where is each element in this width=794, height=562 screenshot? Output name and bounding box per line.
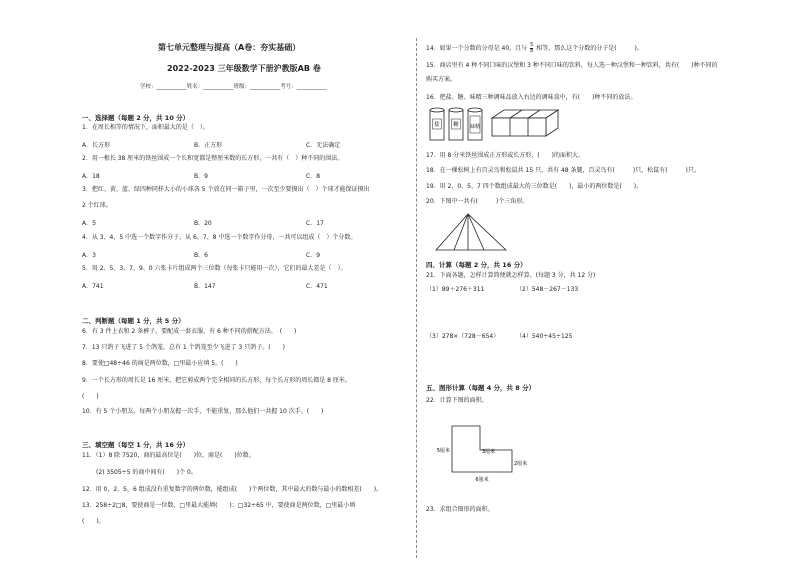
question-9-line-1: 9．一个长方形的周长是 16 厘米，把它剪成两个完全相同的长方形，每个长方形的周长都是 8 厘米。 (82, 377, 351, 384)
question-7: 7．13 只鸽子飞进了 5 个鸽笼，总有 1 个鸽笼至少飞进了 3 只鸽子。( ) (82, 344, 285, 351)
salt-jar (430, 108, 444, 140)
question-12: 12．用 0，2，5，6 组成没有重复数字的两位数，能组成( )个两位数，其中最大的数与最小的数相差( )。 (82, 486, 383, 493)
question-17: 17．用 8 分米铁丝围成正方形或长方形，( )的面积大。 (426, 152, 584, 159)
dim-left: 5厘米 (436, 448, 450, 454)
question-22: 22．计算下图的面积。 (426, 397, 488, 404)
page-subtitle: 2022-2023 三年级数学下册沪教版AB 卷 (167, 64, 321, 73)
seasoning-box (492, 110, 558, 136)
student-info-line: 学校：___________姓名：___________班级：___________考号：___________ (140, 84, 328, 90)
q3-option-a: A．5 (82, 220, 96, 227)
q5-option-a: A．741 (82, 283, 104, 290)
expression-1: （1）89＋276＋311 (426, 286, 485, 293)
question-15-line-2: 购买方案。 (426, 76, 457, 83)
triangle-figure (432, 212, 512, 254)
q2-option-a: A．18 (82, 173, 100, 180)
section-choice-heading: 一、选择题（每题 2 分，共 10 分） (82, 114, 190, 122)
question-14: 14．如果一个分数的分母是 40，且与 $\frac{5}{8}$ 相等，那么这个分数的分子是( )。 (426, 42, 643, 54)
section-figure-heading: 五、图形计算（每题 4 分，共 8 分） (426, 384, 536, 392)
question-15-line-1: 15．商店里有 4 种不同口味的汉堡和 3 种不同口味的饮料，每人选一种汉堡和一种饮料，共有( )种不同的 (426, 62, 718, 69)
expression-3: （3）278×（728－654） (426, 333, 500, 340)
right-column (426, 0, 758, 562)
question-9-line-2: ( ) (82, 393, 99, 400)
question-21: 21．下面各题，怎样计算简便就怎样算。(每题 3 分，共 12 分) (426, 272, 596, 279)
salt-jar-label: 盐 (434, 122, 440, 128)
q2-option-b: B．9 (194, 173, 208, 180)
msg-jar (468, 108, 482, 140)
question-8: 8．要使□48÷46 的商是两位数，□里最小应填 5。( ) (82, 360, 238, 367)
composite-shape-figure (426, 422, 556, 486)
question-1: 1．在周长相等的情况下，面积最大的是（ ）。 (82, 124, 209, 131)
q4-option-a: A．3 (82, 252, 96, 259)
sugar-jar-label: 糖 (453, 122, 459, 128)
seasoning-figure (426, 104, 566, 144)
question-13-line-2: ( )。 (82, 518, 105, 525)
question-5: 5．用 2、5、3、7、9、0 六张卡片组成两个三位数（每张卡只能用一次），它们的最大差是（ ）。 (82, 265, 347, 272)
q4-option-b: B．6 (194, 252, 208, 259)
expression-4: （4）540÷45÷125 (516, 333, 573, 340)
question-13-line-1: 13．258÷2□8，要使商是一位数，□里最大能填( )；□32÷65 中，要使商是两位数，□里最小填 (82, 502, 356, 509)
msg-jar-label: 味精 (469, 124, 481, 130)
column-divider (416, 38, 417, 558)
dim-bottom: 6厘米 (475, 477, 489, 483)
question-11-line-1: 11．（1）8 除 7520，商的最高位是( )位，商是( )位数。 (82, 452, 255, 459)
fraction-five-eighths: $\frac{5}{8}$ (530, 42, 534, 54)
left-column (82, 0, 412, 562)
question-2: 2．用一根长 38 厘米的铁丝围成一个长和宽都是整厘米数的长方形，一共有（ ）种不同的围法。 (82, 155, 344, 162)
q2-option-c: C．8 (306, 173, 321, 180)
q1-option-c: C．无法确定 (306, 142, 341, 149)
expression-2: （2）548－267－133 (516, 286, 579, 293)
question-11-line-2: (2) 3505÷5 的商中间有( )个 0。 (96, 469, 197, 476)
q4-option-c: C．9 (306, 252, 321, 259)
section-judge-heading: 二、判断题（每题 1 分，共 5 分） (82, 317, 185, 325)
question-23: 23．求组合图形的面积。 (426, 506, 494, 513)
section-calc-heading: 四、计算（每题 2 分，共 16 分） (426, 261, 527, 269)
question-10: 10．有 5 个小朋友，每两个小朋友握一次手，不能重复，那么他们一共握 10 次手。( ) (82, 408, 324, 415)
question-18: 18．在一棵松树上有百灵鸟和松鼠共 15 只，共有 48 条腿，百灵鸟有( )只，松鼠有( )只。 (426, 167, 700, 174)
question-3-line-2: 2 个红球。 (82, 202, 112, 209)
question-3-line-1: 3．把红、黄、蓝、绿四种同样大小的小球各 5 个放在同一箱子里，一次至少要摸出（ ）个球才能保证摸出 (82, 186, 370, 193)
dim-step: 3厘米 (482, 449, 496, 455)
q1-option-a: A．长方形 (82, 142, 111, 149)
question-20: 20．下图中一共有( )个三角形。 (426, 198, 529, 205)
q5-option-b: B．147 (194, 283, 216, 290)
q5-option-c: C．471 (306, 283, 328, 290)
dim-right: 2厘米 (514, 461, 528, 467)
q3-option-b: B．20 (194, 220, 212, 227)
q1-option-b: B．正方形 (194, 142, 223, 149)
page-title: 第七单元整理与提高（A卷：夯实基础） (158, 43, 301, 52)
q3-option-c: C．17 (306, 220, 324, 227)
question-6: 6．有 3 件上衣和 2 条裤子，要配成一套衣服，有 6 种不同的搭配方法。 ( ) (82, 328, 297, 335)
question-16: 16．把盐、糖、味精三种调味品放入右边的调味盒中，有( )种不同的放法。 (426, 94, 637, 101)
question-19: 19．用 2、0、5、7 四个数组成最大的三位数是( )，最小的两位数是( )。 (426, 183, 643, 190)
question-4: 4．从 3、4、5 中选一个数字作分子，从 6、7、8 中选一个数字作分母，一共可以组成（ ）个分数。 (82, 234, 357, 241)
sugar-jar (449, 108, 463, 140)
section-fill-heading: 三、填空题（每空 1 分，共 16 分） (82, 441, 190, 449)
